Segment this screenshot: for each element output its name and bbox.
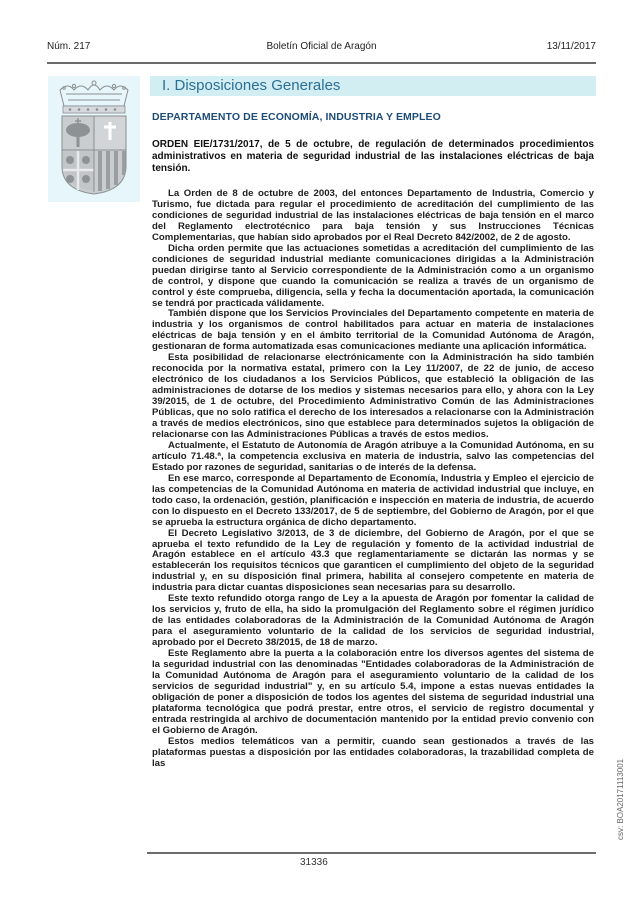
footer-divider <box>147 852 596 854</box>
paragraph: Actualmente, el Estatuto de Autonomía de Aragón atribuye a la Comunidad Autónoma, en su artículo 71.48.ª, la competencia exclusiva en materia de industria, salvo las competencias del Estado por razones de seguridad, sanitarias o de interés de la defensa. <box>152 439 594 473</box>
document-body <box>152 189 594 770</box>
page-header <box>47 41 596 55</box>
section-title: I. Disposiciones Generales <box>162 77 341 94</box>
page-number: 31336 <box>300 857 328 868</box>
paragraph: Este Reglamento abre la puerta a la colaboración entre los diversos agentes del sistema de la seguridad industrial con las denominadas "Entidades colaboradoras de la Administración de la Comunidad Autónoma de Aragón para el aseguramiento voluntario de la calidad de los servicios de seguridad industrial" y, en su artículo 5.4, impone a estas nuevas entidades la obligación de poner a disposición de todos los agentes del sistema de seguridad industrial una plataforma tecnológica que podrá prestar, entre otros, el servicio de registro documental y entrada restringida al archivo de documentación mantenido por la entidad previo convenio con el Gobierno de Aragón. <box>152 648 594 736</box>
issue-number: Núm. 217 <box>47 41 91 52</box>
paragraph: La Orden de 8 de octubre de 2003, del entonces Departamento de Industria, Comercio y Turismo, fue dictada para regular el procedimiento de acreditación del cumplimiento de las condiciones de seguridad industrial de las instalaciones eléctricas de baja tensión en el marco del Reglamento electrotécnico para baja tensión y sus Instrucciones Técnicas Complementarias, que habían sido aprobados por el Real Decreto 842/2002, de 2 de agosto. <box>152 188 594 243</box>
paragraph: En ese marco, corresponde al Departamento de Economía, Industria y Empleo el ejercicio de las competencias de la Comunidad Autónoma en materia de actividad industrial que incluye, en todo caso, la ordenación, gestión, planificación e inspección en materia de industria, de acuerdo con lo dispuesto en el Decreto 133/2017, de 5 de septiembre, del Gobierno de Aragón, por el que se aprueba la estructura orgánica de dicho departamento. <box>152 472 594 528</box>
csv-verification-code: csv: BOA20171113001 <box>616 758 625 840</box>
header-divider <box>47 62 596 64</box>
aragon-coat-of-arms-icon <box>54 80 134 198</box>
paragraph: También dispone que los Servicios Provinciales del Departamento competente en materia de industria y los organismos de control habilitados para actuar en materia de instalaciones eléctricas de baja tensión y en el ámbito territorial de la Comunidad Autónoma de Aragón, gestionaran de forma automatizada esas comunicaciones mediante una aplicación informática. <box>152 308 594 353</box>
department-heading: DEPARTAMENTO DE ECONOMÍA, INDUSTRIA Y EMPLEO <box>152 111 441 123</box>
paragraph: Estos medios telemáticos van a permitir, cuando sean gestionados a través de las plataformas puestas a disposición por las entidades colaboradoras, la trazabilidad completa de las <box>152 735 594 769</box>
coat-of-arms-panel <box>48 76 140 202</box>
order-title: ORDEN EIE/1731/2017, de 5 de octubre, de regulación de determinados procedimientos administrativos en materia de seguridad industrial de las instalaciones eléctricas de baja tensión. <box>152 139 594 174</box>
publication-title: Boletín Oficial de Aragón <box>266 41 377 52</box>
section-title-bar <box>150 76 596 96</box>
paragraph: Este texto refundido otorga rango de Ley a la apuesta de Aragón por fomentar la calidad de los servicios y, fruto de ella, ha sido la promulgación del Reglamento sobre el régimen jurídico de las entidades colaboradoras de la Administración de la Comunidad Autónoma de Aragón para el aseguramiento voluntario de la calidad de los servicios de seguridad industrial, aprobado por el Decreto 38/2015, de 18 de marzo. <box>152 593 594 649</box>
paragraph: El Decreto Legislativo 3/2013, de 3 de diciembre, del Gobierno de Aragón, por el que se aprueba el texto refundido de la Ley de regulación y fomento de la actividad industrial de Aragón establece en el artículo 43.3 que reglamentariamente se dictarán las normas y se establecerán los requisitos técnicos que garanticen el cumplimiento del objeto de la seguridad industrial y, en su disposición final primera, habilita al consejero competente en materia de industria para dictar cuantas disposiciones sean necesarias para su desarrollo. <box>152 527 594 594</box>
publication-date: 13/11/2017 <box>546 41 596 52</box>
paragraph: Esta posibilidad de relacionarse electrónicamente con la Administración ha sido también reconocida por la normativa estatal, primero con la Ley 11/2007, de 22 de junio, de acceso electrónico de los ciudadanos a los Servicios Públicos, que estableció la obligación de las administraciones de dotarse de los medios y sistemas necesarios para ello, y ahora con la Ley 39/2015, de 1 de octubre, del Procedimiento Administrativo Común de las Administraciones Públicas, que no solo ratifica el derecho de los interesados a relacionarse con la Administración a través de medios electrónicos, sino que establece para determinados sujetos la obligación de relacionarse con las Administraciones Públicas a través de estos medios. <box>152 352 594 440</box>
paragraph: Dicha orden permite que las actuaciones sometidas a acreditación del cumplimiento de las condiciones de seguridad industrial mediante comunicaciones dirigidas a la Administración puedan dirigirse tanto al Servicio correspondiente de la Administración como a un organismo de control, y dispone que cuando la comunicación se realiza a través de un organismo de control y éste comprueba, diligencia, sella y fecha la documentación aportada, la comunicación se tendrá por practicada válidamente. <box>152 242 594 309</box>
